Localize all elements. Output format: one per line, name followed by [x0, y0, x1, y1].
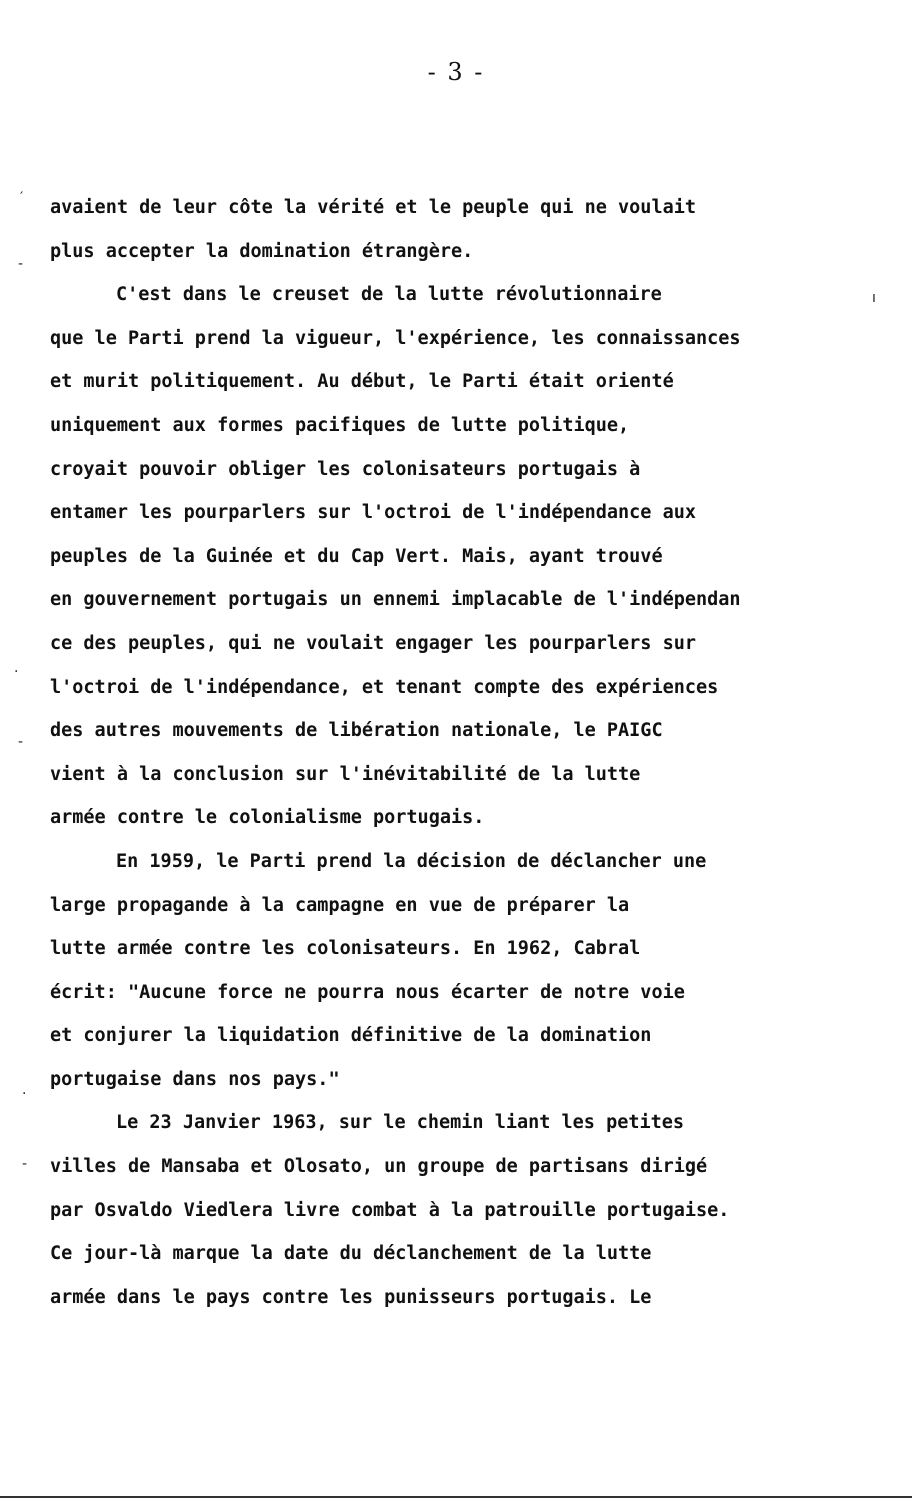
text-line: avaient de leur côte la vérité et le peuple qui ne voulait — [50, 197, 697, 218]
text-line: entamer les pourparlers sur l'octroi de l'indépendance aux — [50, 502, 697, 524]
text-line: Le 23 Janvier 1963, sur le chemin liant les petites — [116, 1112, 685, 1134]
page-bottom-rule — [0, 1496, 912, 1498]
text-line: C'est dans le creuset de la lutte révolutionnaire — [116, 284, 662, 306]
text-line: villes de Mansaba et Olosato, un groupe de partisans dirigé — [50, 1156, 708, 1178]
text-line: En 1959, le Parti prend la décision de déclancher une — [116, 850, 707, 872]
text-line: et conjurer la liquidation définitive de la domination — [50, 1025, 652, 1047]
text-line: peuples de la Guinée et du Cap Vert. Mais, ayant trouvé — [50, 545, 663, 567]
text-line: et murit politiquement. Au début, le Parti était orienté — [50, 371, 674, 393]
text-line: l'octroi de l'indépendance, et tenant compte des expériences — [50, 676, 719, 698]
text-line: vient à la conclusion sur l'inévitabilité de la lutte — [50, 763, 641, 785]
margin-tick-mark: - — [18, 734, 24, 750]
text-line: écrit: "Aucune force ne pourra nous écarter de notre voie — [50, 981, 685, 1003]
text-line: que le Parti prend la vigueur, l'expérience, les connaissances — [50, 327, 741, 349]
text-line: armée contre le colonialisme portugais. — [50, 807, 485, 829]
text-line: uniquement aux formes pacifiques de lutte politique, — [50, 414, 630, 436]
text-line: large propagande à la campagne en vue de préparer la — [50, 894, 630, 916]
text-line: armée dans le pays contre les punisseurs portugais. Le — [50, 1286, 652, 1308]
text-line: ce des peuples, qui ne voulait engager les pourparlers sur — [50, 632, 697, 654]
margin-tick-mark: · — [22, 1086, 27, 1102]
page-number: - 3 - — [427, 58, 485, 86]
body-text — [50, 186, 900, 1319]
text-line: portugaise dans nos pays." — [50, 1068, 340, 1090]
text-line: par Osvaldo Viedlera livre combat à la patrouille portugaise. — [50, 1199, 730, 1221]
text-line: plus accepter la domination étrangère. — [50, 240, 474, 262]
text-line: en gouvernement portugais un ennemi implacable de l'indépendan — [50, 589, 741, 611]
text-line: croyait pouvoir obliger les colonisateurs portugais à — [50, 458, 641, 480]
margin-tick-mark: · — [14, 664, 19, 680]
text-line: lutte armée contre les colonisateurs. En 1962, Cabral — [50, 938, 641, 960]
text-line: Ce jour-là marque la date du déclanchement de la lutte — [50, 1243, 652, 1265]
margin-tick-mark: - — [18, 256, 24, 272]
text-line: des autres mouvements de libération nationale, le PAIGC — [50, 720, 663, 742]
margin-tick-mark: - — [22, 1156, 28, 1172]
margin-tick-mark: ′ — [20, 190, 24, 206]
margin-tick-mark: ı — [872, 290, 876, 306]
